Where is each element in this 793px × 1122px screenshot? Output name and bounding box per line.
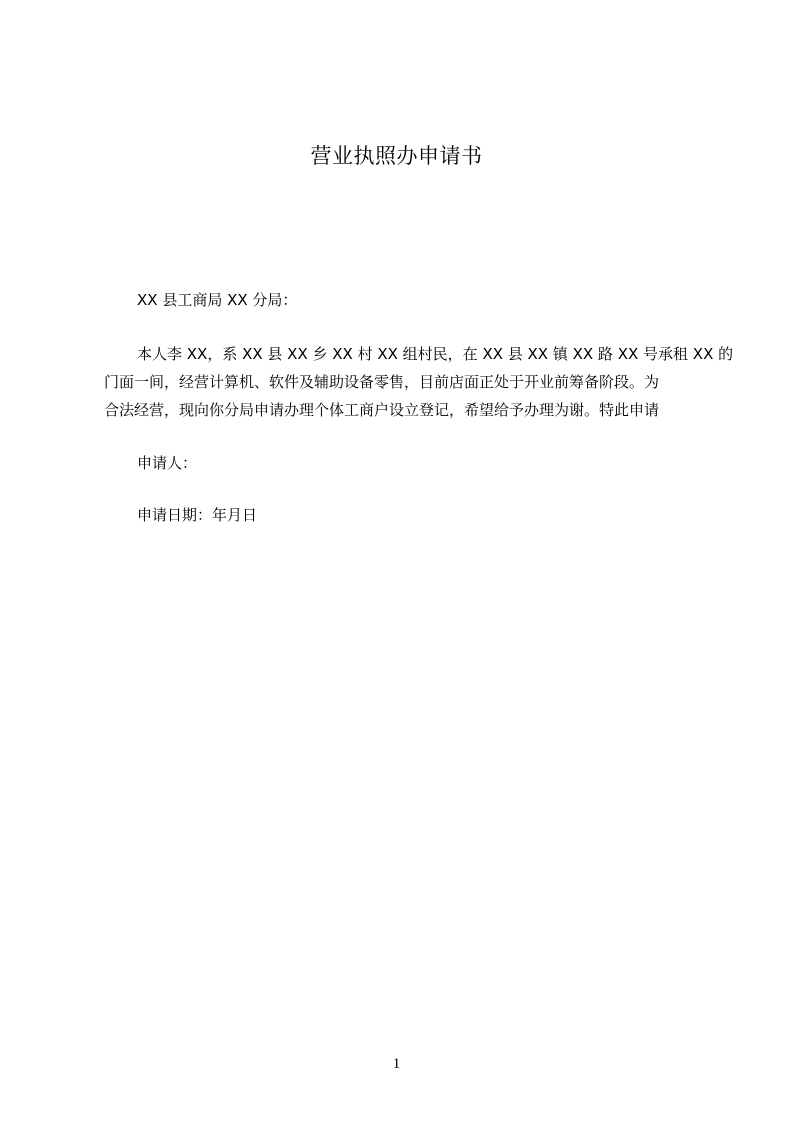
document-title: 营业执照办申请书 (310, 144, 483, 168)
body-paragraph-line: 本人李 XX，系 XX 县 XX 乡 XX 村 XX 组村民，在 XX 县 XX 镇 XX 路 XX 号承租 XX 的 (137, 345, 734, 363)
addressee-line: XX 县工商局 XX 分局： (137, 291, 298, 309)
applicant-label: 申请人： (137, 454, 198, 472)
body-paragraph-line: 合法经营，现向你分局申请办理个体工商户设立登记，希望给予办理为谢。特此申请 (104, 401, 660, 419)
body-paragraph-line: 门面一间，经营计算机、软件及辅助设备零售，目前店面正处于开业前筹备阶段。为 (104, 373, 660, 391)
application-date-label: 申请日期：年月日 (137, 506, 258, 524)
page-number: 1 (392, 1056, 401, 1072)
